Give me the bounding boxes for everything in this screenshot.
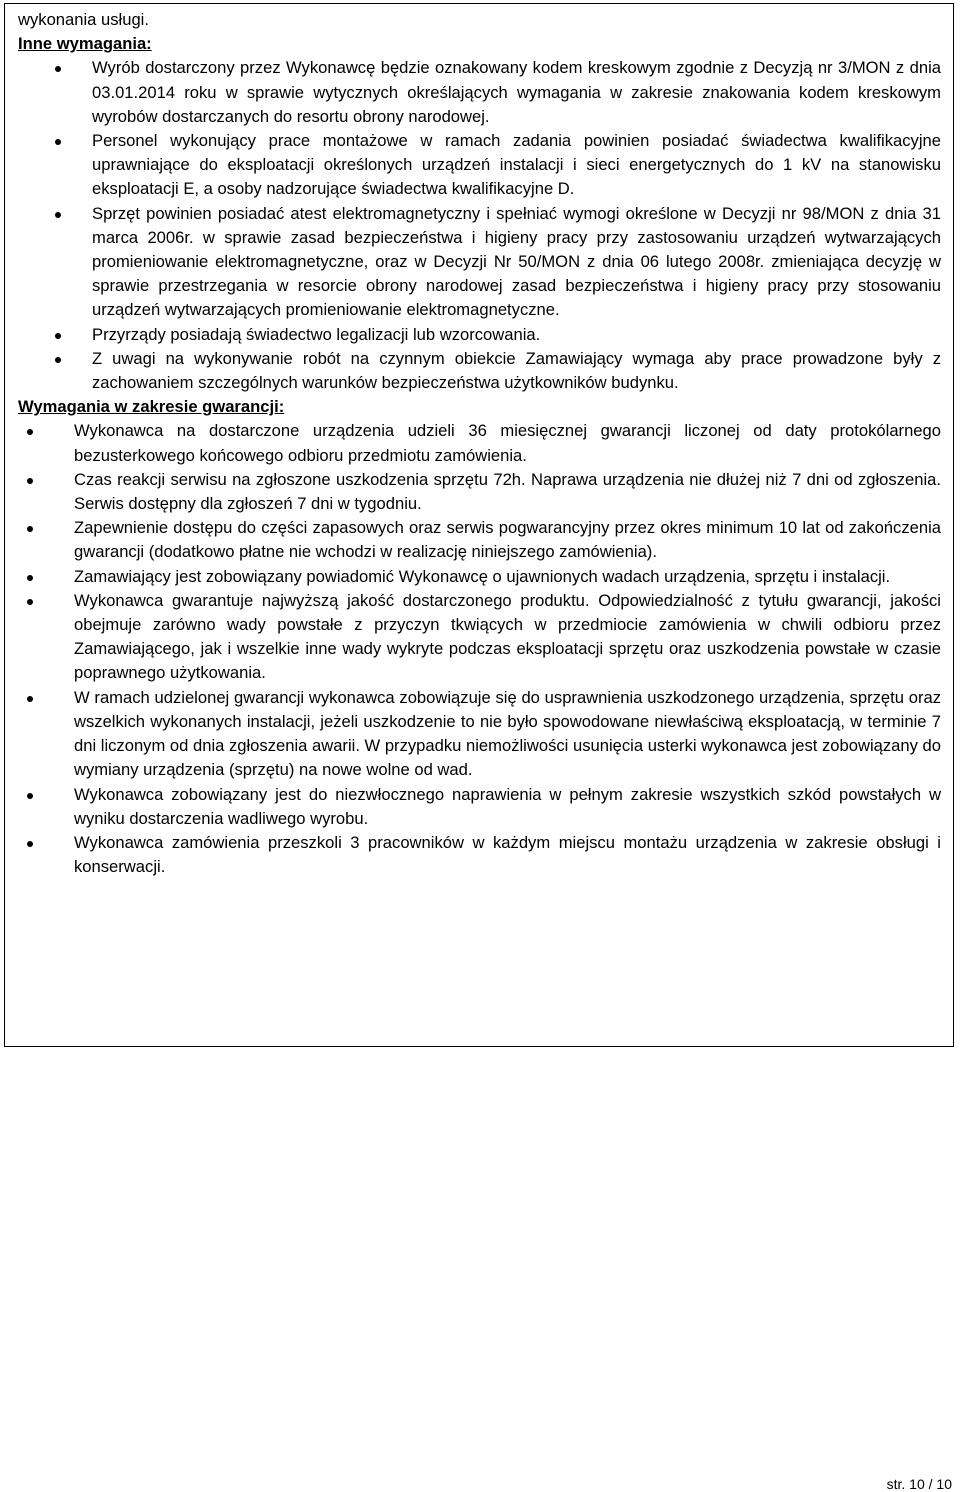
- list-item-text: Wykonawca zamówienia przeszkoli 3 pracowników w każdym miejscu montażu urządzenia w zakresie obsługi i konserwacji.: [74, 832, 941, 877]
- bullet-icon: [55, 333, 61, 339]
- list-item-text: Wykonawca zobowiązany jest do niezwłocznego naprawienia w pełnym zakresie wszystkich szkód powstałych w wyniku dostarczenia wadliwego wyrobu.: [74, 784, 941, 828]
- bullet-icon: [27, 599, 33, 605]
- warranty-requirements-heading: Wymagania w zakresie gwarancji:: [18, 397, 285, 417]
- requirements-table-cell: [4, 3, 954, 1047]
- list-item: [17, 468, 941, 516]
- bullet-icon: [27, 575, 33, 581]
- section-continuation-text: wykonania usługi.: [18, 10, 149, 29]
- list-item-text: Wykonawca na dostarczone urządzenia udzieli 36 miesięcznej gwarancji liczonej od daty protokólarnego bezusterkowego końcowego odbioru przedmiotu zamówienia.: [74, 421, 941, 465]
- bullet-icon: [27, 841, 33, 847]
- bullet-icon: [55, 212, 61, 218]
- bullet-icon: [55, 139, 61, 145]
- list-item: [17, 202, 941, 323]
- list-item-text: Zamawiający jest zobowiązany powiadomić Wykonawcę o ujawnionych wadach urządzenia, sprzętu i instalacji.: [74, 566, 891, 586]
- list-item: [17, 516, 941, 564]
- other-requirements-heading: Inne wymagania:: [18, 34, 152, 54]
- bullet-icon: [27, 526, 33, 532]
- list-item: [17, 323, 941, 347]
- list-item: [17, 589, 941, 686]
- list-item-text: Wyrób dostarczony przez Wykonawcę będzie oznakowany kodem kreskowym zgodnie z Decyzją nr 3/MON z dnia 03.01.2014 roku w sprawie wytycznych określających wymagania w zakresie znakowania kodem kreskowym wyrobów dostarczanych do resortu obrony narodowej.: [92, 58, 941, 126]
- list-item: [17, 686, 941, 783]
- list-item-text: Czas reakcji serwisu na zgłoszone uszkodzenia sprzętu 72h. Naprawa urządzenia nie dłużej niż 7 dni od zgłoszenia. Serwis dostępny dla zgłoszeń 7 dni w tygodniu.: [74, 469, 941, 514]
- list-item-text: Personel wykonujący prace montażowe w ramach zadania powinien posiadać świadectwa kwalifikacyjne uprawniające do eksploatacji określonych urządzeń instalacji i sieci energetycznych do 1 kV na stanowisku eksploatacji E, a osoby nadzorujące świadectwa kwalifikacyjne D.: [92, 131, 941, 199]
- bullet-icon: [27, 793, 33, 799]
- bullet-icon: [55, 66, 61, 72]
- list-item-text: Sprzęt powinien posiadać atest elektromagnetyczny i spełniać wymogi określone w Decyzji nr 98/MON z dnia 31 marca 2006r. w sprawie zasad bezpieczeństwa i higieny pracy przy zastosowaniu urządzeń wytwarzających promieniowanie elektromagnetyczne, oraz w Decyzji Nr 50/MON z dnia 06 lutego 2008r. zmieniająca decyzję w sprawie przestrzegania w resorcie obrony narodowej zasad bezpieczeństwa i higieny pracy przy stosowaniu urządzeń wytwarzających promieniowanie elektromagnetyczne.: [92, 203, 941, 320]
- warranty-requirements-list: [17, 419, 941, 879]
- list-item-text: Wykonawca gwarantuje najwyższą jakość dostarczonego produktu. Odpowiedzialność z tytułu gwarancji, jakości obejmuje zarówno wady powstałe z przyczyn tkwiących w przedmiocie zamówienia w chwili odbioru przez Zamawiającego, jak i wszelkie inne wady wykryte podczas eksploatacji sprzętu oraz uszkodzenia powstałe w czasie poprawnego użytkowania.: [74, 590, 941, 683]
- list-item: [17, 783, 941, 831]
- list-item: [17, 565, 941, 589]
- list-item-text: Przyrządy posiadają świadectwo legalizacji lub wzorcowania.: [92, 324, 541, 344]
- page-number: str. 10 / 10: [886, 1476, 952, 1492]
- bullet-icon: [27, 696, 33, 702]
- bullet-icon: [27, 429, 33, 435]
- other-requirements-list: [17, 56, 941, 395]
- list-item: [17, 419, 941, 467]
- list-item: [17, 831, 941, 879]
- list-item: [17, 129, 941, 202]
- list-item-text: Zapewnienie dostępu do części zapasowych oraz serwis pogwarancyjny przez okres minimum 10 lat od zakończenia gwarancji (dodatkowo płatne nie wchodzi w realizację niniejszego zamówienia).: [74, 518, 941, 562]
- bullet-icon: [55, 357, 61, 363]
- list-item-text: W ramach udzielonej gwarancji wykonawca zobowiązuje się do usprawnienia uszkodzonego urządzenia, sprzętu oraz wszelkich wykonanych instalacji, jeżeli uszkodzenie to nie było spowodowane niewłaściwą eksploatacją, w terminie 7 dni liczonym od dnia zgłoszenia awarii. W przypadku niemożliwości usunięcia usterki wykonawca jest zobowiązany do wymiany urządzenia (sprzętu) na nowe wolne od wad.: [74, 687, 941, 780]
- list-item: [17, 347, 941, 395]
- bullet-icon: [27, 478, 33, 484]
- list-item-text: Z uwagi na wykonywanie robót na czynnym obiekcie Zamawiający wymaga aby prace prowadzone były z zachowaniem szczególnych warunków bezpieczeństwa użytkowników budynku.: [92, 348, 941, 393]
- list-item: [17, 56, 941, 129]
